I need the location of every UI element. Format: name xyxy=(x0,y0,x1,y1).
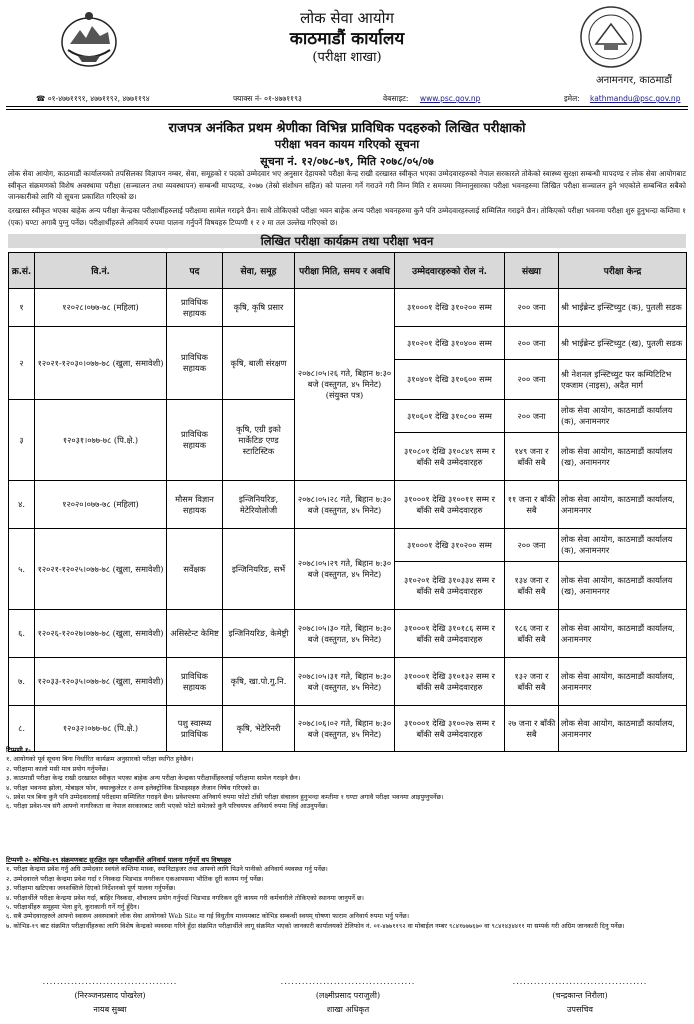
intro-paragraph: लोक सेवा आयोग, काठमाडौं कार्यालयको तपसिलका विज्ञापन नम्बर, सेवा, समूहको र पदको उम्मेदवार भए अनुसार देहायको परीक्षा केन्द्र राखी दरखास्त स्वीकृत भएका उम्मेदवारहरुको नेपाल सरकारले तोकेको स्वास्थ्य सुरक्षा सम्बन्धी मापदण्ड र लोक सेवा आयोगबाट स्वीकृत संक्रमणको विशेष अवस्थामा परीक्षा (सञ्चालन तथा व्यवस्थापन) सम्बन्धी मापदण्ड, २०७७ (तेस्रो संशोधन सहित) को पालना गर्ने गराउने गरी निम्न मिति र समयमा निम्नानुसारका परीक्षा भवनहरुमा लिखित परीक्षा सञ्चालन हुने भएकोले सम्बन्धित सबैको जानकारीको लागि यो सूचना प्रकाशित गरिएको छ। xyxy=(8,169,686,201)
col-header-service: सेवा, समूह xyxy=(223,253,295,289)
cell-post: प्राविधिक सहायक xyxy=(167,400,223,481)
col-header-roll: उम्मेदवारहरुको रोल नं. xyxy=(395,253,505,289)
header-divider xyxy=(6,106,688,107)
cell-count: २७ जना र बाँकी सबै xyxy=(505,706,559,752)
cell-roll: ३१०६०१ देखि ३१०८०० सम्म xyxy=(395,400,505,433)
table-row xyxy=(9,481,687,529)
cell-date: २०७८।०५।३० गते, बिहान ७:३० बजे (वस्तुगत, ४५ मिनेट) xyxy=(295,610,395,658)
note-item: ७. कोभिड-१९ बाट संक्रमित परीक्षार्थीहरुका लागि विशेष केन्द्रको व्यवस्था गरिने हुँदा संक्रमित परीक्षार्थीले लागू संक्रमित भएको जानकारी कार्यालयको टेलिफोन नं. ०१-४७७११९२ वा मोबाईल नम्बर ९८४१७७७६७० वा ९८४१४३४४११ मा सम्पर्क गरी अग्रिम जानकारी दिनु पर्नेछ। xyxy=(6,921,625,930)
cell-count: १३२ जना र बाँकी सबै xyxy=(505,658,559,706)
cell-center: लोक सेवा आयोग, काठमाडौं कार्यालय (क), अनामनगर xyxy=(559,400,687,433)
cell-ad-no: १२०२६-१२०२७।०७७-७८ (खुला, समावेशी) xyxy=(35,610,167,658)
cell-service: कृषि, कृषि प्रसार xyxy=(223,289,295,327)
cell-roll: ३१०००१ देखि ३१००११ सम्म र बाँकी सबै उम्मेदवारहरु xyxy=(395,481,505,529)
cell-ad-no: १२०२०।०७७-७८ (महिला) xyxy=(35,481,167,529)
col-header-center: परीक्षा केन्द्र xyxy=(559,253,687,289)
note-item: ३. परीक्षामा खटिएका जनशक्तिले दिएको निर्देशनको पूर्ण पालना गर्नुपर्नेछ। xyxy=(6,884,176,893)
table-row xyxy=(9,529,687,562)
cell-count: २०० जना xyxy=(505,360,559,400)
schedule-section-title: लिखित परीक्षा कार्यक्रम तथा परीक्षा भवन xyxy=(8,234,686,248)
note-item: २. उम्मेदवारले परीक्षा केन्द्रमा प्रवेश गर्दा र निस्कदा भिडभाड नगरीकन एकआपसमा भौतिक दूरी कायम गर्नु पर्नेछ। xyxy=(6,874,264,883)
cell-roll: ३१०२०१ देखि ३१०३३४ सम्म र बाँकी सबै उम्मेदवारहरु xyxy=(395,562,505,610)
notice-subtitle: परीक्षा भवन कायम गरिएको सूचना xyxy=(274,137,420,151)
cell-service: कृषि, एग्री इको मार्केटिङ एण्ड स्टाटिस्टिक xyxy=(223,400,295,481)
cell-ad-no: १२०३३-१२०३५।०७७-७८ (खुला, समावेशी) xyxy=(35,658,167,706)
cell-center: लोक सेवा आयोग, काठमाडौं कार्यालय (ख), अनामनगर xyxy=(559,433,687,481)
signatory-role: उपसचिव xyxy=(567,1005,593,1014)
cell-post: प्राविधिक सहायक xyxy=(167,289,223,327)
signatory-name: (निरञ्जनप्रसाद पोखरेल) xyxy=(74,991,146,1000)
cell-post: प्राविधिक सहायक xyxy=(167,658,223,706)
cell-center: श्री नेशनल इन्स्टिच्युट फर कम्पिटिटिभ एक्जाम (नाइस), अदैत मार्ग xyxy=(559,360,687,400)
cell-sn: ५. xyxy=(9,529,35,610)
note-item: ६. परीक्षा प्रवेश-पत्र संगै आफ्नो नागरिकता वा नेपाल सरकारबाट जारी भएको फोटो समेतको कुनै परिचयपत्र अनिवार्य रुपमा लिई आउनुपर्नेछ। xyxy=(6,802,328,811)
cell-center: लोक सेवा आयोग, काठमाडौं कार्यालय, अनामनगर xyxy=(559,481,687,529)
cell-post: पशु स्वास्थ्य प्राविधिक xyxy=(167,706,223,752)
cell-post: सर्वेक्षक xyxy=(167,529,223,610)
cell-sn: १ xyxy=(9,289,35,327)
cell-roll: ३१०८०१ देखि ३१०८४९ सम्म र बाँकी सबै उम्मेदवारहरु xyxy=(395,433,505,481)
cell-center: लोक सेवा आयोग, काठमाडौं कार्यालय, अनामनगर xyxy=(559,610,687,658)
note-item: ६. सबै उम्मेदवारहरुले आफ्नो स्वास्थ्य अवस्थाबारे लोक सेवा आयोगको Web Site मा गई विधुतीय माध्यमबाट कोभिड सम्बन्धी स्वयम् घोषणा फाराम अनिवार्य रुपमा भर्नु पर्नेछ। xyxy=(6,912,410,921)
note-item: ४. परीक्षा भवनमा झोला, मोबाइल फोन, क्याल्कुलेटर र अन्य इलेक्ट्रोनिक डिभाइसहरु लैजान निषेध गरिएको छ। xyxy=(6,783,260,792)
cell-center: लोक सेवा आयोग, काठमाडौं कार्यालय (ख), अनामनगर xyxy=(559,562,687,610)
notes-section-1 xyxy=(6,746,686,812)
cell-date: २०७८।०६।०२ गते, बिहान ७:३० बजे (वस्तुगत, ४५ मिनेट) xyxy=(295,706,395,752)
cell-date: २०७८।०५।२९ गते, बिहान ७:३० बजे (वस्तुगत, ४५ मिनेट) xyxy=(295,529,395,610)
letterhead xyxy=(0,0,694,95)
signatory-name: (लक्ष्मीप्रसाद पराजुली) xyxy=(315,991,381,1000)
signatory-role: नायब सुब्बा xyxy=(93,1005,127,1014)
cell-center: लोक सेवा आयोग, काठमाडौं कार्यालय (क), अनामनगर xyxy=(559,529,687,562)
division-name: (परीक्षा शाखा) xyxy=(312,50,382,65)
cell-date: २०७८।०५।२८ गते, बिहान ७:३० बजे (वस्तुगत, ४५ मिनेट) xyxy=(295,481,395,529)
cell-count: २०० जना xyxy=(505,529,559,562)
cell-date xyxy=(295,289,395,481)
cell-count: १८६ जना र बाँकी सबै xyxy=(505,610,559,658)
cell-count: ११ जना र बाँकी सबै xyxy=(505,481,559,529)
phone-numbers: ☎ ०१-४७७११९१, ४७७११९२, ४७७११९४ xyxy=(36,94,150,103)
cell-ad-no: १२०२८।०७७-७८ (महिला) xyxy=(35,289,167,327)
date-text: २०७८।०५।२६ गते, बिहान ७:३० बजे (वस्तुगत, ४५ मिनेट) xyxy=(297,368,392,389)
col-header-date: परीक्षा मिति, समय र अवधि xyxy=(295,253,395,289)
cell-sn: ७. xyxy=(9,658,35,706)
col-header-sn: क्र.सं. xyxy=(9,253,35,289)
cell-ad-no: १२०३२।०७७-७८ (पि.क्षे.) xyxy=(35,706,167,752)
cell-roll: ३१०२०१ देखि ३१०४०० सम्म xyxy=(395,327,505,360)
cell-roll: ३१०००१ देखि ३१०१८६ सम्म र बाँकी सबै उम्मेदवारहरु xyxy=(395,610,505,658)
cell-roll: ३१०००१ देखि ३१०१३२ सम्म र बाँकी सबै उम्मेदवारहरु xyxy=(395,658,505,706)
cell-roll: ३१०००१ देखि ३१०२०० सम्म xyxy=(395,289,505,327)
notes-1-heading: टिप्पणी १- xyxy=(6,746,31,754)
header-divider-thin xyxy=(6,109,688,110)
signature-block-1 xyxy=(20,975,200,1017)
cell-roll: ३१०००१ देखि ३१०२०० सम्म xyxy=(395,529,505,562)
cell-sn: ८. xyxy=(9,706,35,752)
cell-service: इन्जिनियरिङ, केमेष्ट्री xyxy=(223,610,295,658)
joint-paper-note: (संयुक्त पत्र) xyxy=(325,390,364,400)
cell-date: २०७८।०५।३१ गते, बिहान ७:३० बजे (वस्तुगत, ४५ मिनेट) xyxy=(295,658,395,706)
table-row xyxy=(9,289,687,327)
notes-2-heading: टिप्पणी २- कोभिड-१९ संक्रमणबाट सुरक्षित रहन परीक्षार्थीले अनिवार्य पालना गर्नुपर्ने थप विषयहरु xyxy=(6,856,232,864)
signature-line: ...................................... xyxy=(42,977,178,986)
notice-number: सूचना नं. १२/०७८-७९, मिति २०७८/०५/०७ xyxy=(260,155,434,168)
note-item: ४. परीक्षार्थीले परीक्षा केन्द्रमा प्रवेश गर्दा, बाहिर निस्कदा, शौचालय प्रयोग गर्नुपर्दा भिडभाड नगरिकन दूरी कायम गरी कर्मचारीले तोकिएको स्थानमा जानुपर्ने छ। xyxy=(6,893,364,902)
note-item: ५. प्रवेश पत्र बिना कुनै पनि उम्मेदवारलाई परीक्षामा सम्मिलित गराइने छैन। प्रवेशपत्रमा अनिवार्य रुपमा फोटो टाँसी परीक्षा संचालन हुनुभन्दा कम्तीमा १ घण्टा अगावै परीक्षा भवनमा आइपुग्नुपर्नेछ। xyxy=(6,793,444,802)
signature-line: ...................................... xyxy=(512,977,648,986)
email-link[interactable]: kathmandu@psc.gov.np xyxy=(590,94,681,103)
cell-count: २०० जना xyxy=(505,327,559,360)
org-name: लोक सेवा आयोग xyxy=(300,9,394,27)
col-header-ad-no: वि.नं. xyxy=(35,253,167,289)
cell-count: १३४ जना र बाँकी सबै xyxy=(505,562,559,610)
cell-count: २०० जना xyxy=(505,400,559,433)
office-name: काठमाडौं कार्यालय xyxy=(289,29,405,49)
notes-section-2 xyxy=(6,856,686,931)
cell-sn: ६. xyxy=(9,610,35,658)
cell-service: कृषि, खा.पो.गु.नि. xyxy=(223,658,295,706)
signature-block-2 xyxy=(258,975,438,1017)
cell-service: इन्जिनियरिङ, मेटेरियोलोजी xyxy=(223,481,295,529)
cell-service: कृषि, भेटेरिनरी xyxy=(223,706,295,752)
cell-post: मौसम विज्ञान सहायक xyxy=(167,481,223,529)
cell-center: लोक सेवा आयोग, काठमाडौं कार्यालय, अनामनगर xyxy=(559,706,687,752)
note-item: १. आयोगको पूर्व सूचना बिना निर्धारित कार्यक्रम अनुसारको परीक्षा स्थगित हुनेछैन। xyxy=(6,755,194,764)
psc-seal-logo xyxy=(578,4,644,70)
table-header-row xyxy=(9,253,687,289)
note-item: ३. काठमाडौं परीक्षा केन्द्र राखी दरखास्त स्वीकृत भएका बाहेक अन्य परीक्षा केन्द्रका परीक्षार्थीहरुलाई परीक्षामा सामेल गराइने छैन। xyxy=(6,774,301,783)
cell-ad-no: १२०३१।०७७-७८ (पि.क्षे.) xyxy=(35,400,167,481)
email-label: इमेल: xyxy=(564,94,580,103)
table-row xyxy=(9,658,687,706)
cell-service: कृषि, बाली संरक्षण xyxy=(223,327,295,400)
cell-ad-no: १२०२१-१२०२५।०७७-७८ (खुला, समावेशी) xyxy=(35,529,167,610)
table-row xyxy=(9,706,687,752)
website-link[interactable]: www.psc.gov.np xyxy=(420,94,481,103)
signatory-role: शाखा अधिकृत xyxy=(326,1005,370,1014)
exam-schedule-table xyxy=(8,252,687,752)
cell-sn: २ xyxy=(9,327,35,400)
cell-sn: ४. xyxy=(9,481,35,529)
note-item: २. परीक्षामा कालो मसी मात्र प्रयोग गर्नुपर्नेछ। xyxy=(6,764,109,773)
fax-number: फ्याक्स नं- ०१-४७७११९३ xyxy=(233,94,302,103)
instructions-paragraph: दरखास्त स्वीकृत भएका बाहेक अन्य परीक्षा केन्द्रका परीक्षार्थीहरुलाई परीक्षामा सामेल गराइने छैन। साथै तोकिएको परीक्षा भवन बाहेक अन्य परीक्षा भवनहरुमा कुनै पनि उम्मेदवारहरुलाई सम्मिलित गराइने छैन। तोकिएको परीक्षा भवनमा परीक्षा शुरु हुनुभन्दा कम्तिमा १ (एक) घण्टा अगाबै पुग्नु पर्नेछ। परीक्षार्थीहरुले अनिवार्य रुपमा पालना गर्नुपर्ने विषयहरु टिप्पणी १ र २ मा तल उल्लेख गरिएको छ। xyxy=(8,206,686,227)
signature-line: ...................................... xyxy=(280,977,416,986)
cell-roll: ३१०४०१ देखि ३१०६०० सम्म xyxy=(395,360,505,400)
cell-post: असिस्टेन्ट केमिष्ट xyxy=(167,610,223,658)
notice-title: राजपत्र अनंकित प्रथम श्रेणीका विभिन्न प्राविधिक पदहरुको लिखित परीक्षाको xyxy=(168,121,526,136)
office-address: अनामनगर, काठमाडौं xyxy=(596,75,672,86)
note-item: ५. परीक्षार्थीहरु समूहमा भेला हुने, कुराकानी गर्ने गर्नु हुँदैन। xyxy=(6,903,140,912)
cell-center: श्री भाईब्रेन्ट इन्स्टिच्युट (ख), पुतली सडक xyxy=(559,327,687,360)
table-row xyxy=(9,610,687,658)
cell-post: प्राविधिक सहायक xyxy=(167,327,223,400)
cell-center: लोक सेवा आयोग, काठमाडौं कार्यालय, अनामनगर xyxy=(559,658,687,706)
cell-count: २०० जना xyxy=(505,289,559,327)
cell-service: इन्जिनियरिङ, सर्भे xyxy=(223,529,295,610)
col-header-post: पद xyxy=(167,253,223,289)
signatory-name: (चन्द्रकान्त निरौला) xyxy=(552,991,608,1000)
website-label: वेबसाइट: xyxy=(383,94,409,103)
cell-count: १४९ जना र बाँकी सबै xyxy=(505,433,559,481)
signature-block-3 xyxy=(490,975,670,1017)
cell-center: श्री भाईब्रेन्ट इन्स्टिच्युट (क), पुतली सडक xyxy=(559,289,687,327)
cell-roll: ३१०००१ देखि ३१००२७ सम्म र बाँकी सबै उम्मेदवारहरु xyxy=(395,706,505,752)
cell-sn: ३ xyxy=(9,400,35,481)
col-header-count: संख्या xyxy=(505,253,559,289)
note-item: १. परीक्षा केन्द्रमा प्रवेश गर्नु अघि उम्मेदवार स्वयंले कम्तिमा मास्क, स्यानिटाइजर तथा आफ्नो लागि पिउने पानीको अनिवार्य व्यवस्था गर्नु पर्नेछ। xyxy=(6,865,328,874)
cell-ad-no: १२०२१-१२०३०।०७७-७८ (खुला, समावेशी) xyxy=(35,327,167,400)
